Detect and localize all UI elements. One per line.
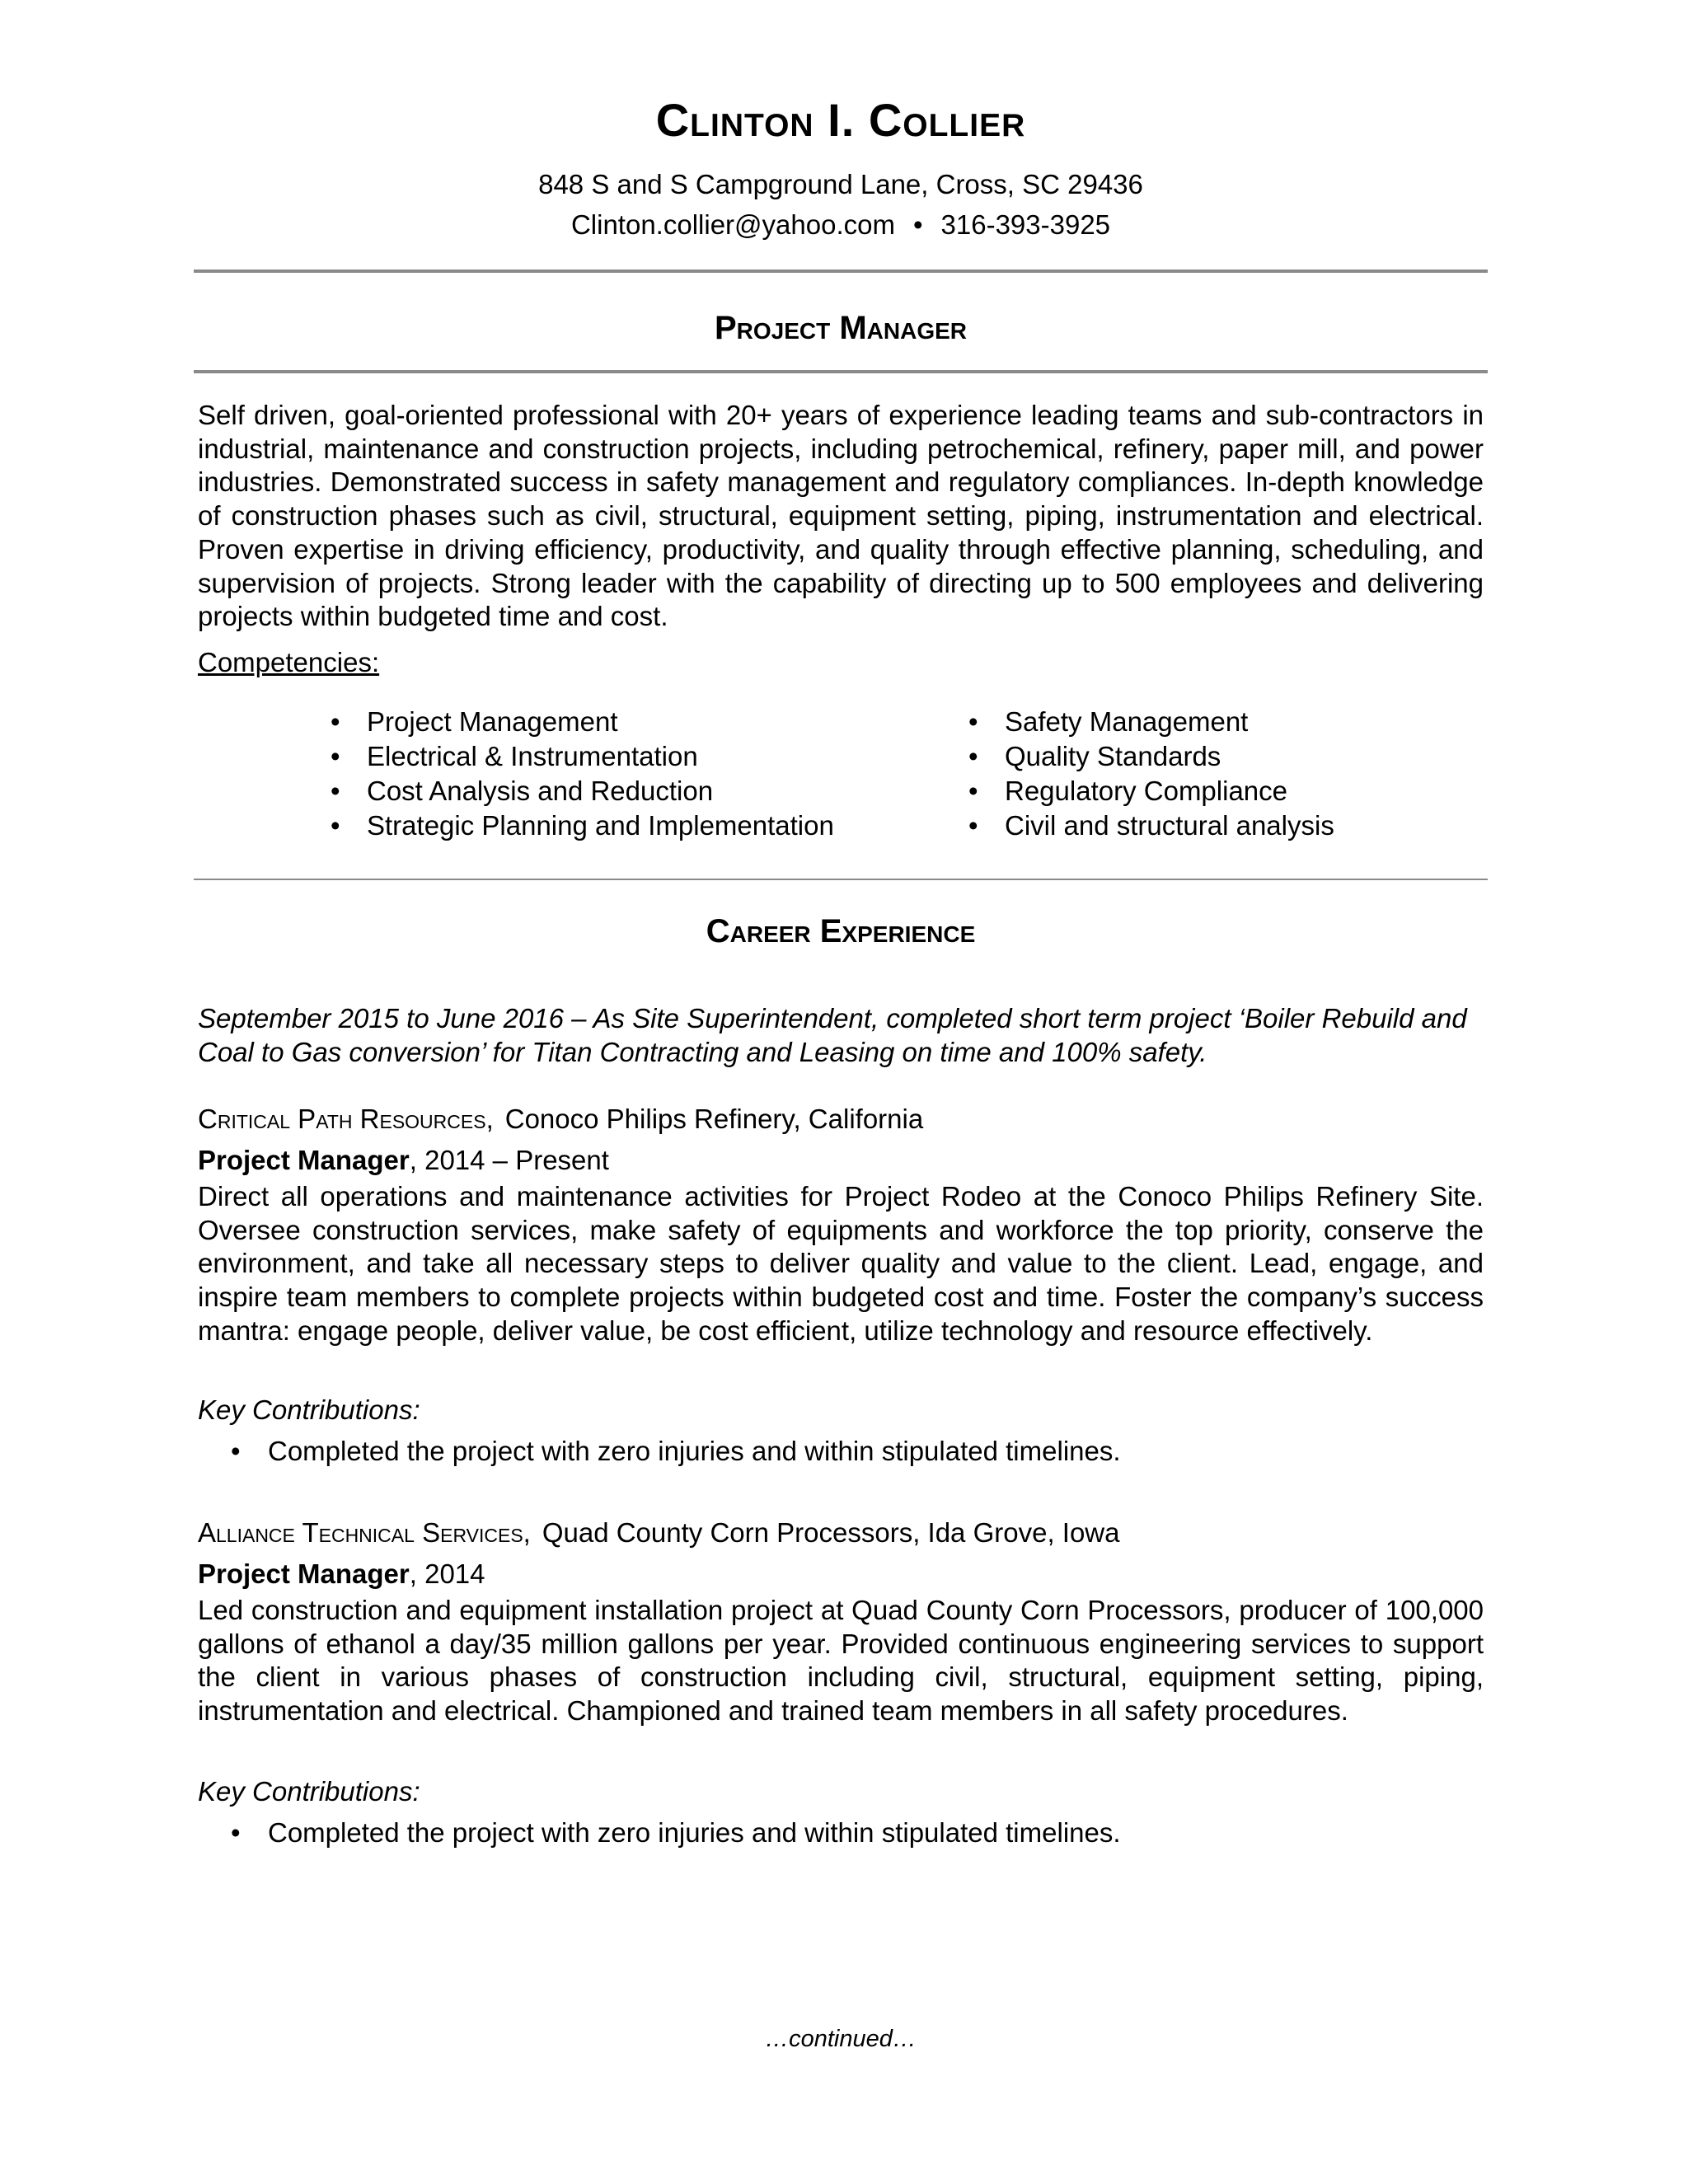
- key-contributions-label: Key Contributions:: [198, 1394, 420, 1425]
- contact-line: [194, 211, 1488, 238]
- competency-item: • Regulatory Compliance: [968, 774, 1334, 808]
- job-description: Led construction and equipment installation project at Quad County Corn Processors, producer of 100,000 gallons of ethanol a day/35 million gallons per year. Provided continuous engineering services to support the client in various phases of construction including civil, structural, equipment setting, piping, instrumentation and electrical. Championed and trained team members in all safety procedures.: [198, 1595, 1484, 1727]
- career-section-title: Career Experience: [706, 913, 976, 949]
- job-description: Direct all operations and maintenance activities for Project Rodeo at the Conoco Philips Refinery Site. Oversee construction services, make safety of equipments and workforce the top priority, conserve the environment, and take all necessary steps to deliver quality and value to the client. Lead, engage, and inspire team members to complete projects within budgeted cost and time. Foster the company’s success mantra: engage people, deliver value, be cost efficient, utilize technology and resource effectively.: [198, 1181, 1484, 1346]
- phone: 316-393-3925: [940, 209, 1111, 240]
- contribution-item: • Completed the project with zero injuries and within stipulated timelines.: [231, 1819, 1121, 1846]
- job-title: Project Manager: [198, 1558, 410, 1589]
- summary-paragraph: Self driven, goal-oriented professional with 20+ years of experience leading teams and sub-contractors in industrial, maintenance and construction projects, including petrochemical, refinery, paper mill, and power industries. Demonstrated success in safety management and regulatory compliances. In-depth knowledge of construction phases such as civil, structural, equipment setting, piping, instrumentation and electrical. Proven expertise in driving efficiency, productivity, and quality through effective planning, scheduling, and supervision of projects. Strong leader with the capability of directing up to 500 employees and delivering projects within budgeted time and cost.: [198, 400, 1484, 632]
- competency-item: • Strategic Planning and Implementation: [331, 808, 834, 843]
- job-role-line: [198, 1146, 609, 1174]
- email: Clinton.collier@yahoo.com: [570, 209, 895, 240]
- job-role-line: [198, 1560, 485, 1587]
- job-company-line: [198, 1519, 1119, 1546]
- divider-top: [194, 269, 1488, 273]
- company-name: Critical Path Resources,: [198, 1104, 494, 1134]
- competency-item: • Electrical & Instrumentation: [331, 739, 834, 774]
- headline: Project Manager: [714, 310, 968, 346]
- candidate-name: Clinton I. Collier: [655, 94, 1026, 146]
- job-company-line: [198, 1105, 923, 1132]
- competencies-left-list: [331, 705, 834, 843]
- job-dates: , 2014 – Present: [409, 1145, 609, 1175]
- address: 848 S and S Campground Lane, Cross, SC 29436: [538, 169, 1143, 199]
- competency-item: • Quality Standards: [968, 739, 1334, 774]
- career-intro: September 2015 to June 2016 – As Site Superintendent, completed short term project ‘Boiler Rebuild and Coal to Gas conversion’ for Titan Contracting and Leasing on time and 100% safety.: [198, 1003, 1467, 1067]
- contribution-item: • Completed the project with zero injuries and within stipulated timelines.: [231, 1437, 1121, 1465]
- company-name: Alliance Technical Services,: [198, 1517, 531, 1548]
- bullet-separator: •: [912, 209, 923, 240]
- job-title: Project Manager: [198, 1145, 410, 1175]
- competency-item: • Cost Analysis and Reduction: [331, 774, 834, 808]
- job-location: Quad County Corn Processors, Ida Grove, Iowa: [542, 1517, 1120, 1548]
- competency-item: • Project Management: [331, 705, 834, 739]
- continued-note: …continued…: [765, 2026, 917, 2052]
- competency-item: • Safety Management: [968, 705, 1334, 739]
- competencies-label: Competencies:: [198, 647, 380, 677]
- job-location: Conoco Philips Refinery, California: [504, 1104, 924, 1134]
- competency-item: • Civil and structural analysis: [968, 808, 1334, 843]
- key-contributions-label: Key Contributions:: [198, 1776, 420, 1807]
- divider-career: [194, 879, 1488, 880]
- competencies-right-list: [968, 705, 1334, 843]
- job-dates: , 2014: [409, 1558, 485, 1589]
- divider-headline: [194, 370, 1488, 373]
